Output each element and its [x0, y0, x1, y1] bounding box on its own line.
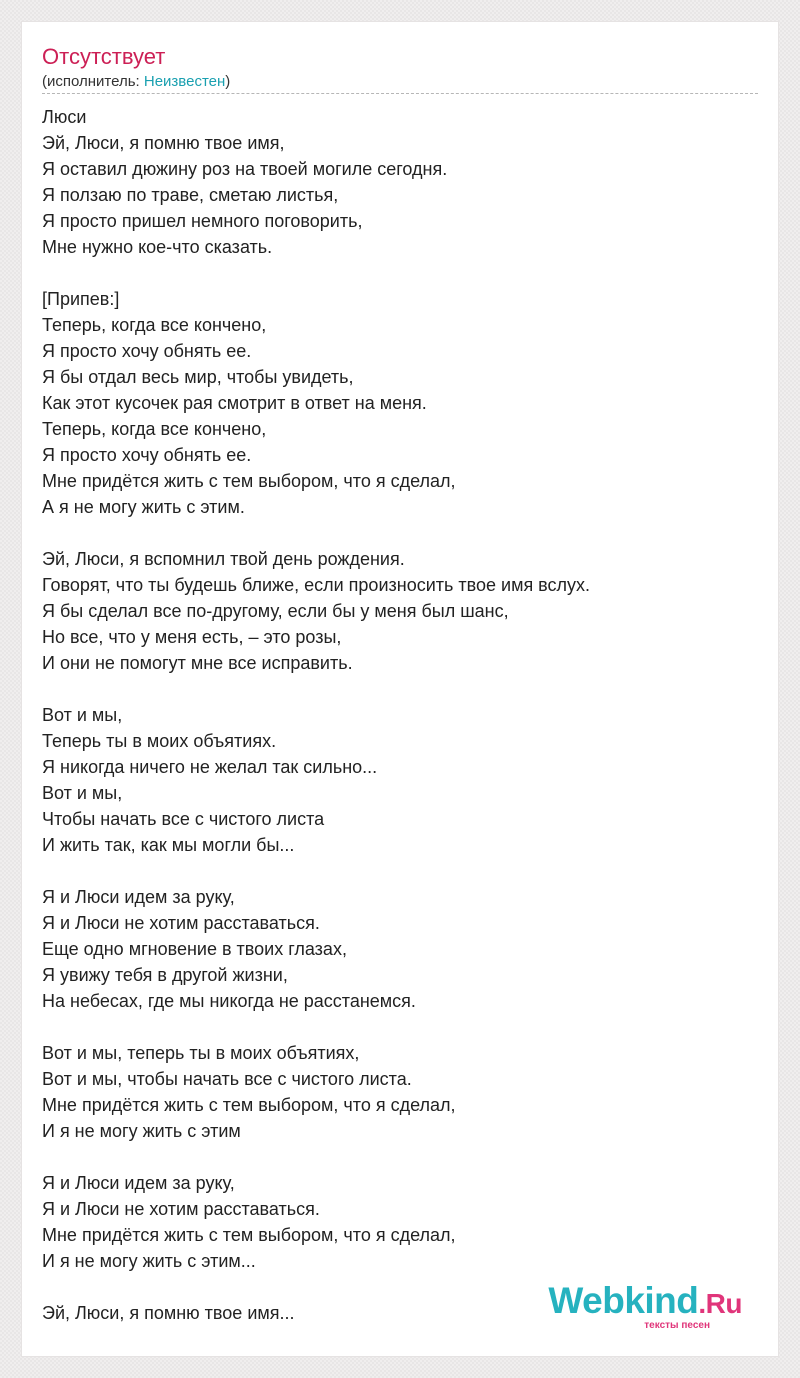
- lyric-line: Вот и мы, чтобы начать все с чистого листа.: [42, 1069, 412, 1089]
- lyric-line: Но все, что у меня есть, – это розы,: [42, 627, 342, 647]
- lyric-line: Теперь, когда все кончено,: [42, 419, 267, 439]
- lyric-line: Я ползаю по траве, сметаю листья,: [42, 185, 339, 205]
- lyric-line: Я и Люси не хотим расставаться.: [42, 1199, 320, 1219]
- lyric-line: Как этот кусочек рая смотрит в ответ на меня.: [42, 393, 427, 413]
- title-divider: [42, 93, 758, 94]
- artist-link[interactable]: Неизвестен: [143, 73, 226, 90]
- lyric-line: А я не могу жить с этим.: [42, 497, 245, 517]
- lyric-line: Я и Люси не хотим расставаться.: [42, 913, 320, 933]
- lyric-line: И я не могу жить с этим...: [42, 1251, 256, 1271]
- stanza-gap: [42, 260, 752, 286]
- artist-prefix: (исполнитель:: [42, 73, 144, 90]
- lyric-line: Эй, Люси, я помню твое имя,: [42, 133, 285, 153]
- lyric-line: Я бы сделал все по-другому, если бы у меня был шанс,: [42, 601, 509, 621]
- lyric-line: Эй, Люси, я вспомнил твой день рождения.: [42, 549, 405, 569]
- lyric-line: Говорят, что ты будешь ближе, если произносить твое имя вслух.: [42, 575, 591, 595]
- lyric-line: Мне нужно кое-что сказать.: [42, 237, 273, 257]
- lyric-line: Я оставил дюжину роз на твоей могиле сегодня.: [42, 159, 448, 179]
- lyrics-text: [42, 104, 752, 1326]
- lyric-line: Я увижу тебя в другой жизни,: [42, 965, 288, 985]
- lyric-line: Теперь, когда все кончено,: [42, 315, 267, 335]
- lyric-line: Я бы отдал весь мир, чтобы увидеть,: [42, 367, 354, 387]
- lyric-line: Эй, Люси, я помню твое имя...: [42, 1303, 295, 1323]
- stanza-gap: [42, 1014, 752, 1040]
- lyric-line: И жить так, как мы могли бы...: [42, 835, 295, 855]
- lyric-line: Вот и мы, теперь ты в моих объятиях,: [42, 1043, 360, 1063]
- lyric-line: Мне придётся жить с тем выбором, что я сделал,: [42, 471, 456, 491]
- logo-tagline: тексты песен: [644, 1320, 710, 1331]
- lyric-line: На небесах, где мы никогда не расстанемся.: [42, 991, 416, 1011]
- lyric-line: Еще одно мгновение в твоих глазах,: [42, 939, 347, 959]
- lyric-line: Вот и мы,: [42, 705, 123, 725]
- lyric-line: Я и Люси идем за руку,: [42, 887, 235, 907]
- artist-line: [42, 72, 230, 92]
- stanza-gap: [42, 858, 752, 884]
- lyric-line: Я просто хочу обнять ее.: [42, 341, 252, 361]
- artist-suffix: ): [225, 73, 231, 90]
- lyric-line: И я не могу жить с этим: [42, 1121, 241, 1141]
- lyric-line: Мне придётся жить с тем выбором, что я сделал,: [42, 1225, 456, 1245]
- logo-tld: .Ru: [698, 1288, 742, 1319]
- lyrics-card: [22, 22, 778, 1356]
- lyric-line: Мне придётся жить с тем выбором, что я сделал,: [42, 1095, 456, 1115]
- lyric-line: Люси: [42, 107, 87, 127]
- lyric-line: И они не помогут мне все исправить.: [42, 653, 353, 673]
- lyric-line: Вот и мы,: [42, 783, 123, 803]
- logo-main: Webkind: [548, 1280, 699, 1321]
- lyric-line: Я просто хочу обнять ее.: [42, 445, 252, 465]
- lyric-line: Я и Люси идем за руку,: [42, 1173, 235, 1193]
- lyric-line: Теперь ты в моих объятиях.: [42, 731, 277, 751]
- lyric-line: Чтобы начать все с чистого листа: [42, 809, 325, 829]
- lyric-line: [Припев:]: [42, 289, 120, 309]
- lyric-line: Я просто пришел немного поговорить,: [42, 211, 363, 231]
- webkind-logo[interactable]: [548, 1281, 742, 1324]
- stanza-gap: [42, 520, 752, 546]
- song-title: Отсутствует: [42, 44, 166, 69]
- stanza-gap: [42, 1144, 752, 1170]
- stanza-gap: [42, 676, 752, 702]
- lyric-line: Я никогда ничего не желал так сильно...: [42, 757, 378, 777]
